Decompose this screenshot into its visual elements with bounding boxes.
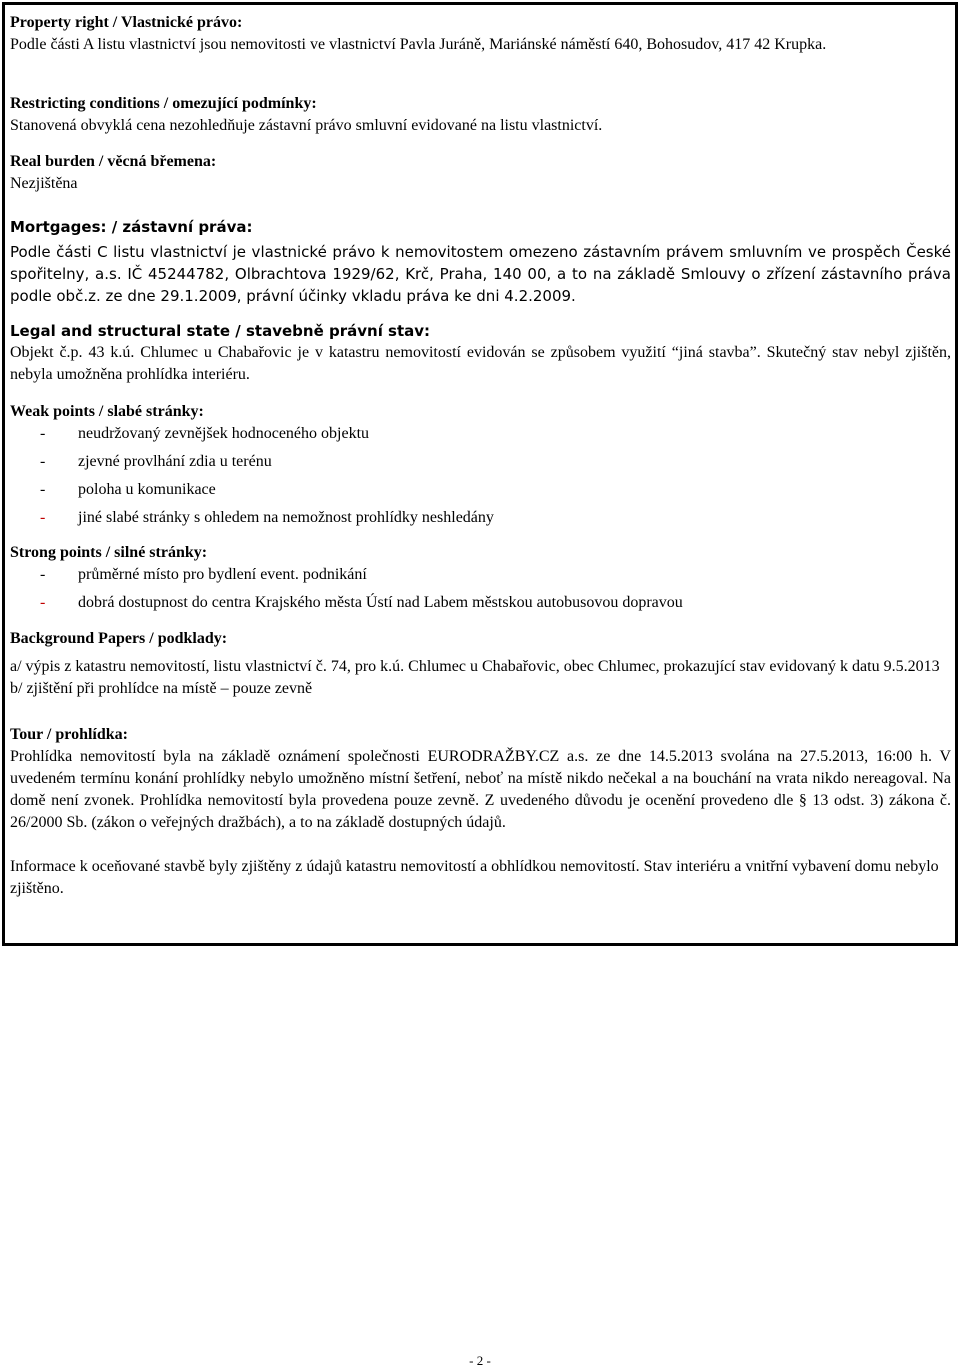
burden-heading: Real burden / věcná břemena:	[10, 153, 217, 170]
list-item: - neudržovaný zevnějšek hodnoceného objektu	[10, 423, 951, 451]
dash-bullet: -	[40, 566, 46, 583]
dash-bullet: -	[40, 594, 46, 611]
dash-bullet: -	[40, 509, 46, 526]
papers-heading: Background Papers / podklady:	[10, 630, 228, 647]
list-item: - jiné slabé stránky s ohledem na nemožnost prohlídky neshledány	[10, 507, 951, 535]
list-item: - průměrné místo pro bydlení event. podnikání	[10, 564, 951, 592]
dash-bullet: -	[40, 425, 46, 442]
section-restricting	[10, 93, 951, 137]
list-item: - poloha u komunikace	[10, 479, 951, 507]
mortgages-text: Podle části C listu vlastnictví je vlastnické právo k nemovitostem omezeno zástavním právem smluvním ve prospěch České spořitelny, a.s. IČ 45244782, Olbrachtova 1929/62, Krč, Praha, 140 00, a to na základě Smlouvy o zřízení zástavního práva podle obč.z. ze dne 29.1.2009, právní účinky vkladu práva ke dni 4.2.2009.	[10, 243, 951, 305]
section-tour	[10, 724, 951, 900]
strong-heading: Strong points / silné stránky:	[10, 544, 208, 561]
tour-text: Prohlídka nemovitostí byla na základě oznámení společnosti EURODRAŽBY.CZ a.s. ze dne 14.5.2013 svolána na 27.5.2013, 16:00 h. V uvedeném termínu konání prohlídky nebylo umožněno místní šetření, neboť na místě nikdo nečekal a na bouchání na vrata nikdo nereagoval. Na domě není zvonek. Prohlídka nemovitostí byla provedena pouze zevně. Z uvedeného důvodu je ocenění provedeno dle § 13 odst. 3) zákona č. 26/2000 Sb. (zákon o veřejných dražbách), a to na základě dostupných údajů.	[10, 748, 951, 831]
section-weak	[10, 401, 951, 535]
section-property	[10, 12, 951, 56]
weak-list	[10, 423, 951, 535]
papers-line-b: b/ zjištění při prohlídce na místě – pouze zevně	[10, 680, 313, 697]
dash-bullet: -	[40, 481, 46, 498]
tour-info: Informace k oceňované stavbě byly zjištěny z údajů katastru nemovitostí a obhlídkou nemovitostí. Stav interiéru a vnitřní vybavení domu nebylo zjištěno.	[10, 858, 939, 897]
restricting-heading: Restricting conditions / omezující podmínky:	[10, 95, 317, 112]
weak-heading: Weak points / slabé stránky:	[10, 403, 204, 420]
section-burden	[10, 151, 951, 195]
tour-heading: Tour / prohlídka:	[10, 726, 128, 743]
section-strong	[10, 542, 951, 620]
list-item: - dobrá dostupnost do centra Krajského města Ústí nad Labem městskou autobusovou dopravou	[10, 592, 951, 620]
dash-bullet: -	[40, 453, 46, 470]
strong-list	[10, 564, 951, 620]
list-item: - zjevné provlhání zdia u terénu	[10, 451, 951, 479]
restricting-text: Stanovená obvyklá cena nezohledňuje zástavní právo smluvní evidované na listu vlastnictví.	[10, 117, 603, 134]
papers-line-a: a/ výpis z katastru nemovitostí, listu vlastnictví č. 74, pro k.ú. Chlumec u Chabařovic, obec Chlumec, prokazující stav evidovaný k datu 9.5.2013	[10, 658, 940, 675]
burden-text: Nezjištěna	[10, 175, 78, 192]
section-legal	[10, 320, 951, 386]
property-text: Podle části A listu vlastnictví jsou nemovitosti ve vlastnictví Pavla Juráně, Mariánské náměstí 640, Bohosudov, 417 42 Krupka.	[10, 36, 827, 53]
legal-text: Objekt č.p. 43 k.ú. Chlumec u Chabařovic je v katastru nemovitostí evidován se způsobem využití “jiná stavba”. Skutečný stav nebyl zjištěn, nebyla umožněna prohlídka interiéru.	[10, 344, 951, 383]
section-mortgages	[10, 216, 951, 307]
legal-heading: Legal and structural state / stavebně právní stav:	[10, 322, 431, 340]
section-papers	[10, 628, 951, 700]
page-number: - 2 -	[469, 1353, 491, 1368]
property-heading: Property right / Vlastnické právo:	[10, 14, 243, 31]
mortgages-heading: Mortgages: / zástavní práva:	[10, 218, 253, 236]
